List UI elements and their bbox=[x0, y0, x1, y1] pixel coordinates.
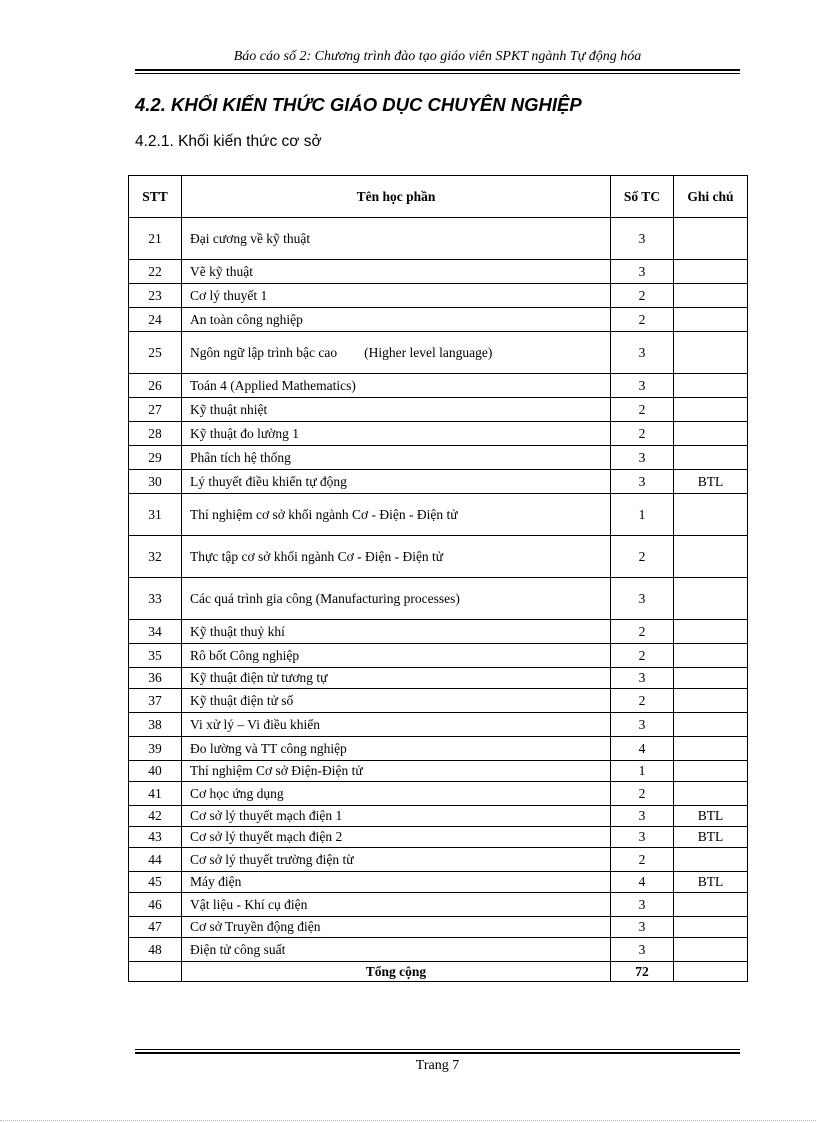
row-stt: 31 bbox=[129, 494, 182, 536]
row-credits: 2 bbox=[611, 782, 674, 806]
table-row bbox=[129, 536, 748, 578]
row-course-name: Phân tích hệ thống bbox=[182, 446, 611, 470]
row-stt: 32 bbox=[129, 536, 182, 578]
row-note bbox=[674, 218, 748, 260]
row-note bbox=[674, 284, 748, 308]
row-credits: 3 bbox=[611, 470, 674, 494]
row-stt: 41 bbox=[129, 782, 182, 806]
row-note bbox=[674, 782, 748, 806]
total-credits: 72 bbox=[611, 962, 674, 982]
table-row bbox=[129, 848, 748, 872]
row-credits: 1 bbox=[611, 494, 674, 536]
table-row bbox=[129, 470, 748, 494]
header-note: Ghi chú bbox=[674, 176, 748, 218]
row-credits: 4 bbox=[611, 737, 674, 761]
table-row bbox=[129, 218, 748, 260]
row-credits: 2 bbox=[611, 536, 674, 578]
table-row bbox=[129, 494, 748, 536]
row-stt: 47 bbox=[129, 917, 182, 938]
row-note: BTL bbox=[674, 806, 748, 827]
row-note bbox=[674, 668, 748, 689]
row-course-name: Kỹ thuật điện tử tương tự bbox=[182, 668, 611, 689]
row-credits: 3 bbox=[611, 374, 674, 398]
table-row bbox=[129, 713, 748, 737]
row-credits: 2 bbox=[611, 848, 674, 872]
row-course-name: Toán 4 (Applied Mathematics) bbox=[182, 374, 611, 398]
table-row bbox=[129, 374, 748, 398]
row-course-name: Điện tử công suất bbox=[182, 938, 611, 962]
row-note bbox=[674, 398, 748, 422]
row-note bbox=[674, 308, 748, 332]
table-row bbox=[129, 737, 748, 761]
row-stt: 39 bbox=[129, 737, 182, 761]
row-credits: 3 bbox=[611, 578, 674, 620]
row-credits: 3 bbox=[611, 917, 674, 938]
page-number: Trang 7 bbox=[415, 1058, 460, 1073]
row-stt: 40 bbox=[129, 761, 182, 782]
course-table bbox=[128, 175, 748, 982]
row-note bbox=[674, 446, 748, 470]
row-stt: 22 bbox=[129, 260, 182, 284]
row-note bbox=[674, 374, 748, 398]
table-row bbox=[129, 578, 748, 620]
row-course-name: Thí nghiệm cơ sở khối ngành Cơ - Điện - Điện tử bbox=[182, 494, 611, 536]
row-stt: 21 bbox=[129, 218, 182, 260]
row-note bbox=[674, 620, 748, 644]
table-row bbox=[129, 893, 748, 917]
table-row bbox=[129, 422, 748, 446]
row-credits: 3 bbox=[611, 446, 674, 470]
row-stt: 34 bbox=[129, 620, 182, 644]
total-note-empty bbox=[674, 962, 748, 982]
header-credits: Số TC bbox=[611, 176, 674, 218]
row-credits: 3 bbox=[611, 827, 674, 848]
row-note bbox=[674, 689, 748, 713]
row-stt: 25 bbox=[129, 332, 182, 374]
row-stt: 42 bbox=[129, 806, 182, 827]
row-course-name: Vẽ kỹ thuật bbox=[182, 260, 611, 284]
row-course-name: Vi xử lý – Vi điều khiển bbox=[182, 713, 611, 737]
row-note bbox=[674, 260, 748, 284]
row-stt: 36 bbox=[129, 668, 182, 689]
page-edge-divider bbox=[0, 1120, 816, 1121]
row-course-name: Đo lường và TT công nghiệp bbox=[182, 737, 611, 761]
row-note bbox=[674, 893, 748, 917]
row-stt: 38 bbox=[129, 713, 182, 737]
section-title: 4.2. KHỐI KIẾN THỨC GIÁO DỤC CHUYÊN NGHIỆP bbox=[135, 94, 582, 115]
row-stt: 30 bbox=[129, 470, 182, 494]
table-row bbox=[129, 668, 748, 689]
row-course-name: Vật liệu - Khí cụ điện bbox=[182, 893, 611, 917]
row-credits: 2 bbox=[611, 422, 674, 446]
row-note: BTL bbox=[674, 827, 748, 848]
row-course-name: Kỹ thuật thuỷ khí bbox=[182, 620, 611, 644]
table-row bbox=[129, 332, 748, 374]
row-stt: 35 bbox=[129, 644, 182, 668]
row-stt: 23 bbox=[129, 284, 182, 308]
row-note bbox=[674, 422, 748, 446]
row-course-name: Cơ học ứng dụng bbox=[182, 782, 611, 806]
row-note bbox=[674, 917, 748, 938]
table-row bbox=[129, 782, 748, 806]
row-stt: 45 bbox=[129, 872, 182, 893]
row-stt: 44 bbox=[129, 848, 182, 872]
row-stt: 27 bbox=[129, 398, 182, 422]
row-note: BTL bbox=[674, 470, 748, 494]
row-stt: 33 bbox=[129, 578, 182, 620]
row-course-name: Rô bốt Công nghiệp bbox=[182, 644, 611, 668]
row-course-name: Cơ lý thuyết 1 bbox=[182, 284, 611, 308]
table-row bbox=[129, 917, 748, 938]
row-note bbox=[674, 536, 748, 578]
table-row bbox=[129, 620, 748, 644]
row-note bbox=[674, 938, 748, 962]
row-credits: 3 bbox=[611, 893, 674, 917]
table-row bbox=[129, 938, 748, 962]
table-row bbox=[129, 446, 748, 470]
header-rule-thin bbox=[135, 73, 740, 74]
row-course-name: Cơ sở lý thuyết mạch điện 1 bbox=[182, 806, 611, 827]
row-credits: 3 bbox=[611, 938, 674, 962]
table-row bbox=[129, 761, 748, 782]
row-note bbox=[674, 578, 748, 620]
table-row bbox=[129, 689, 748, 713]
table-total-row bbox=[129, 962, 748, 982]
total-label: Tổng cộng bbox=[182, 962, 611, 982]
row-course-name: Ngôn ngữ lập trình bậc cao (Higher level language) bbox=[182, 332, 611, 374]
row-course-name: Kỹ thuật nhiệt bbox=[182, 398, 611, 422]
row-note bbox=[674, 494, 748, 536]
row-course-name: Máy điện bbox=[182, 872, 611, 893]
row-credits: 3 bbox=[611, 332, 674, 374]
row-course-name: Cơ sở lý thuyết mạch điện 2 bbox=[182, 827, 611, 848]
row-course-name: Các quá trình gia công (Manufacturing processes) bbox=[182, 578, 611, 620]
row-stt: 37 bbox=[129, 689, 182, 713]
row-credits: 3 bbox=[611, 668, 674, 689]
row-credits: 2 bbox=[611, 284, 674, 308]
row-stt: 43 bbox=[129, 827, 182, 848]
table-row bbox=[129, 260, 748, 284]
row-stt: 29 bbox=[129, 446, 182, 470]
row-credits: 2 bbox=[611, 644, 674, 668]
row-course-name: Cơ sở lý thuyết trường điện từ bbox=[182, 848, 611, 872]
row-note bbox=[674, 713, 748, 737]
row-credits: 3 bbox=[611, 218, 674, 260]
row-note bbox=[674, 644, 748, 668]
table-row bbox=[129, 827, 748, 848]
header-rule-thick bbox=[135, 69, 740, 71]
row-course-name: Kỹ thuật điện tử số bbox=[182, 689, 611, 713]
table-row bbox=[129, 872, 748, 893]
row-stt: 46 bbox=[129, 893, 182, 917]
row-credits: 2 bbox=[611, 689, 674, 713]
table-header-row bbox=[129, 176, 748, 218]
header-stt: STT bbox=[129, 176, 182, 218]
subsection-title: 4.2.1. Khối kiến thức cơ sở bbox=[135, 133, 322, 150]
table-row bbox=[129, 644, 748, 668]
footer-rule-thin bbox=[135, 1049, 740, 1050]
row-course-name: Kỹ thuật đo lường 1 bbox=[182, 422, 611, 446]
page-header: Báo cáo số 2: Chương trình đào tạo giáo viên SPKT ngành Tự động hóa bbox=[233, 49, 642, 64]
row-credits: 4 bbox=[611, 872, 674, 893]
row-course-name: Đại cương về kỹ thuật bbox=[182, 218, 611, 260]
row-stt: 28 bbox=[129, 422, 182, 446]
row-course-name: An toàn công nghiệp bbox=[182, 308, 611, 332]
total-stt-empty bbox=[129, 962, 182, 982]
header-course-name: Tên học phần bbox=[182, 176, 611, 218]
row-credits: 2 bbox=[611, 398, 674, 422]
row-credits: 2 bbox=[611, 308, 674, 332]
row-stt: 26 bbox=[129, 374, 182, 398]
row-note bbox=[674, 761, 748, 782]
row-credits: 3 bbox=[611, 260, 674, 284]
row-course-name: Thí nghiệm Cơ sở Điện-Điện tử bbox=[182, 761, 611, 782]
row-credits: 2 bbox=[611, 620, 674, 644]
row-note bbox=[674, 737, 748, 761]
footer-rule-thick bbox=[135, 1052, 740, 1054]
row-note bbox=[674, 332, 748, 374]
table-row bbox=[129, 398, 748, 422]
row-note bbox=[674, 848, 748, 872]
table-row bbox=[129, 806, 748, 827]
row-credits: 3 bbox=[611, 806, 674, 827]
row-stt: 48 bbox=[129, 938, 182, 962]
table-row bbox=[129, 284, 748, 308]
row-credits: 3 bbox=[611, 713, 674, 737]
row-course-name: Cơ sở Truyền động điện bbox=[182, 917, 611, 938]
row-course-name: Lý thuyết điều khiển tự động bbox=[182, 470, 611, 494]
table-row bbox=[129, 308, 748, 332]
row-stt: 24 bbox=[129, 308, 182, 332]
row-credits: 1 bbox=[611, 761, 674, 782]
row-course-name: Thực tập cơ sở khối ngành Cơ - Điện - Điện tử bbox=[182, 536, 611, 578]
row-note: BTL bbox=[674, 872, 748, 893]
